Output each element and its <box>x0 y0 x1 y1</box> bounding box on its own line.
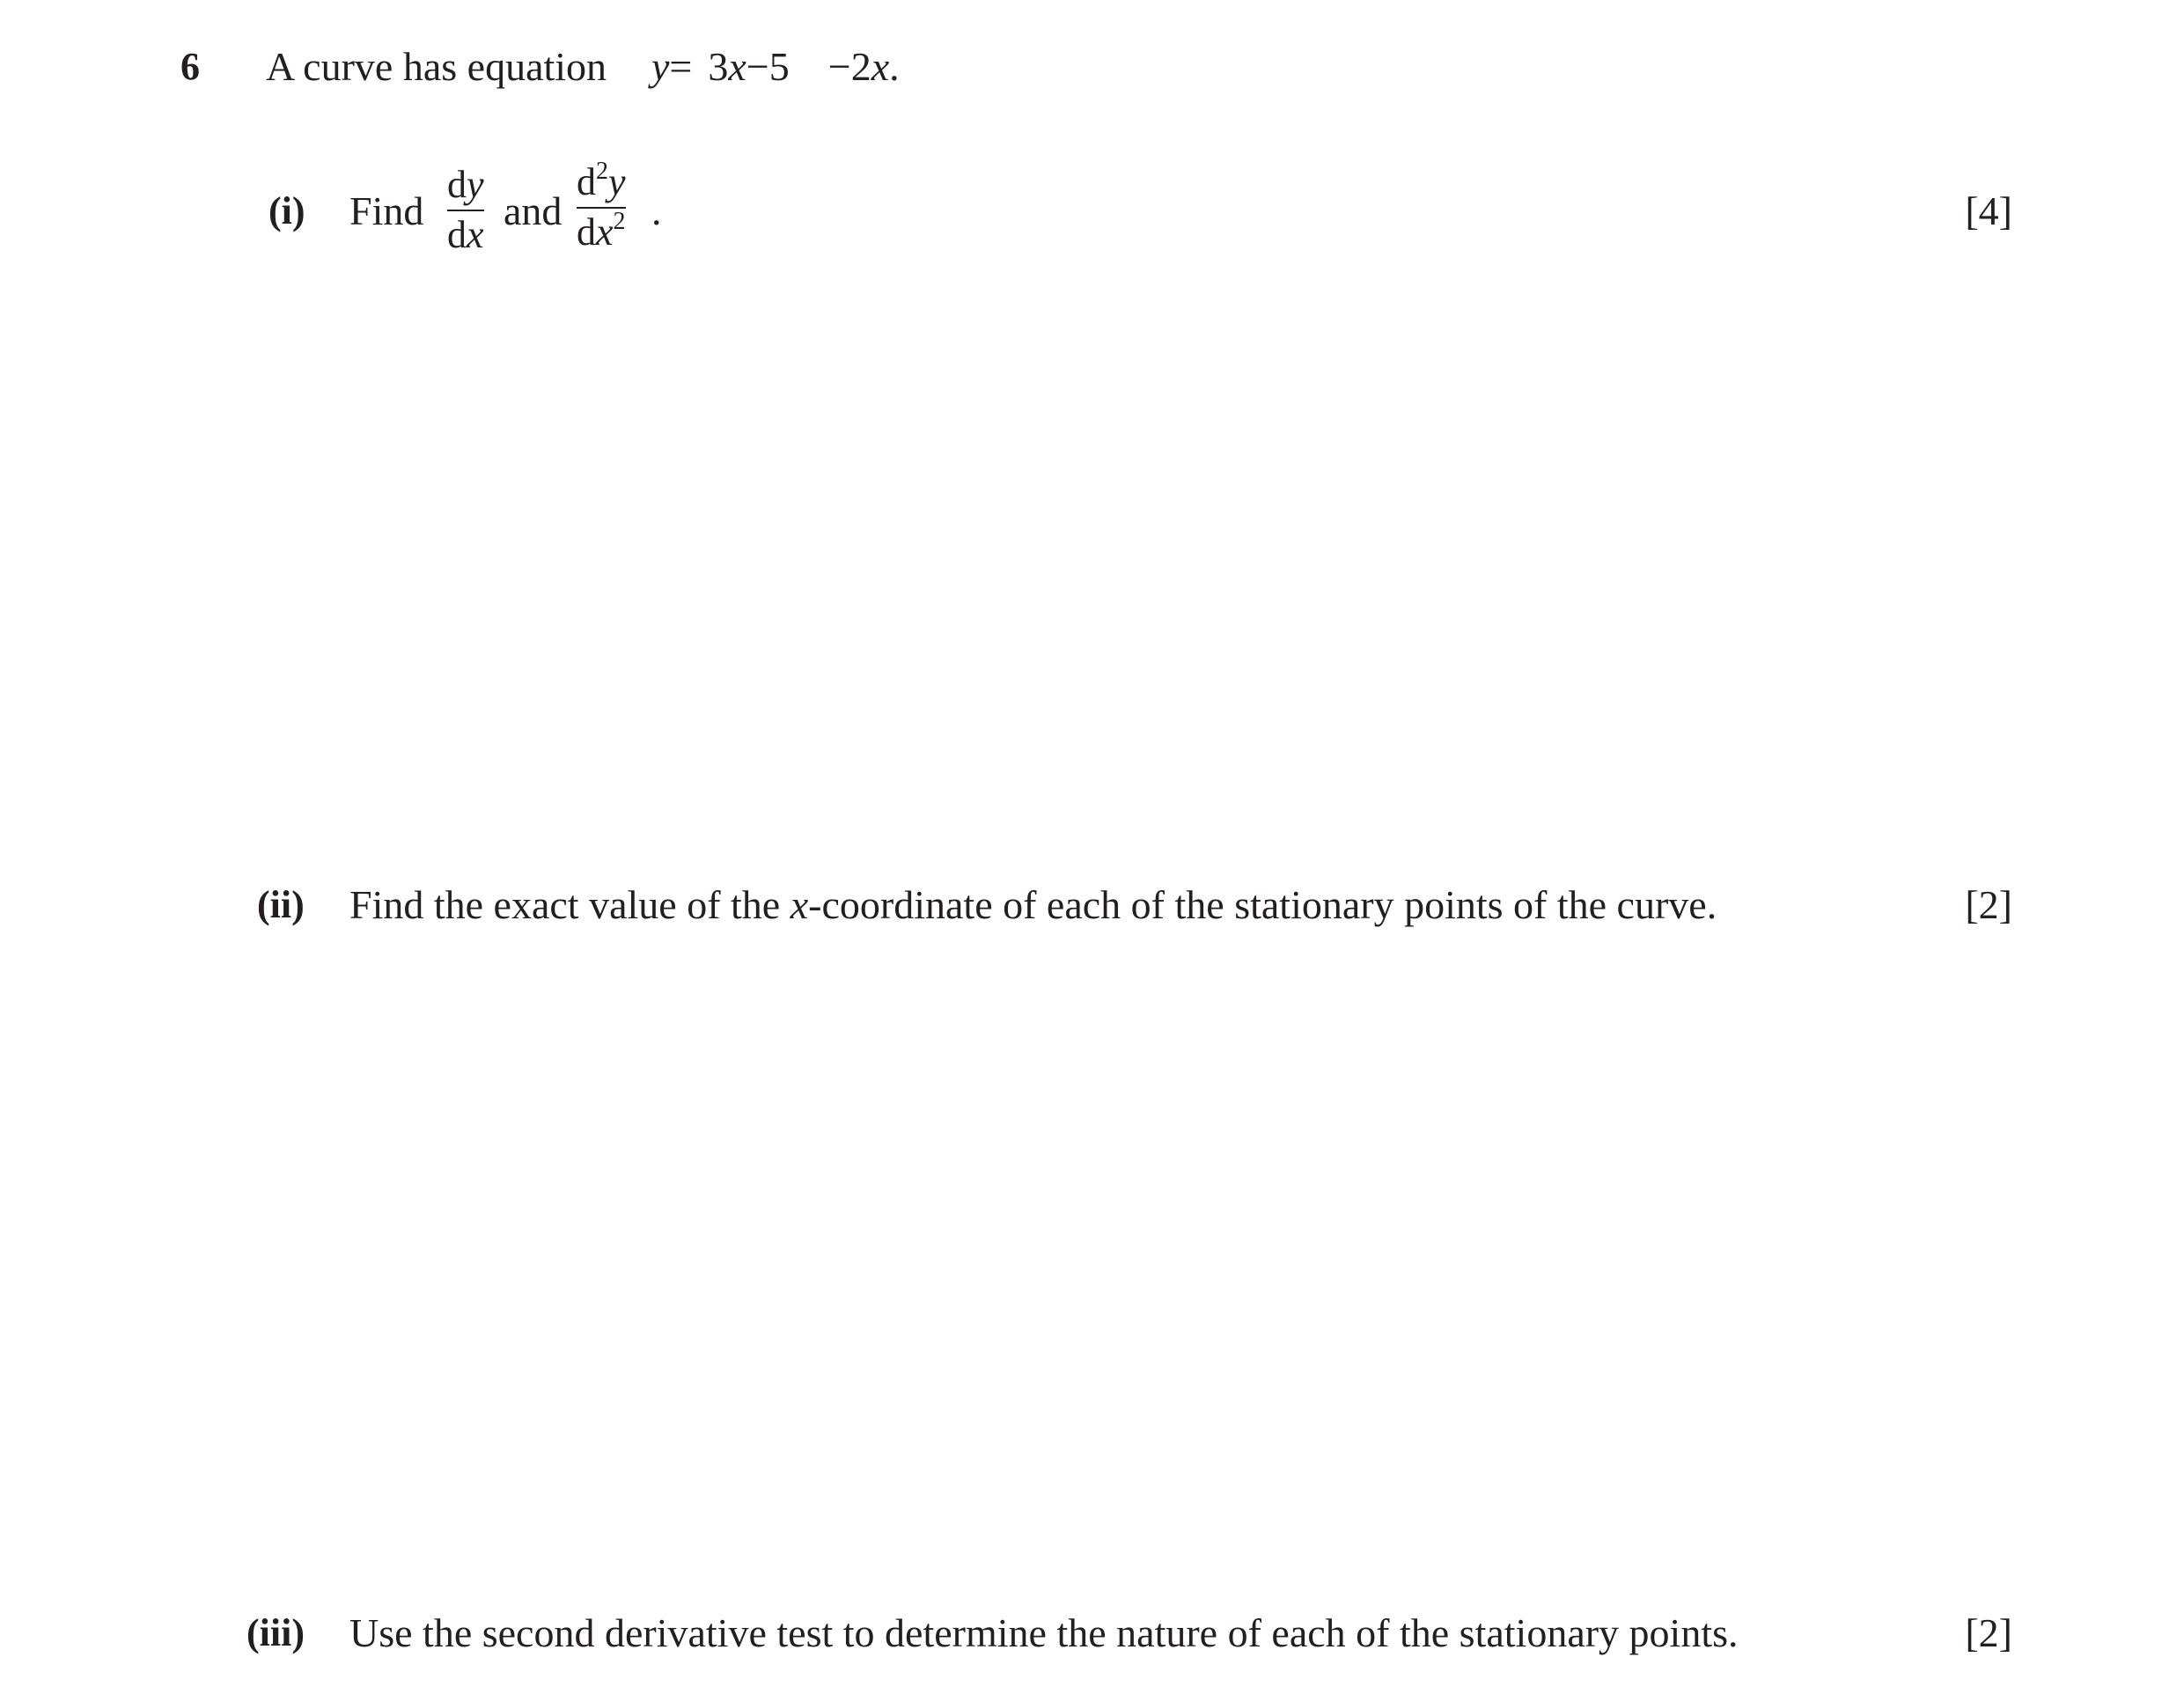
part-i-text: Find <box>349 188 424 233</box>
eq-term1-const: 5 <box>768 44 790 89</box>
part-i-connector: and <box>504 188 563 233</box>
curve-equation <box>651 41 900 93</box>
eq-term1-coef: 3 <box>708 44 729 89</box>
part-iii-text: Use the second derivative test to determine the nature of each of the stationary points. <box>349 1610 1739 1655</box>
part-iii-marks: [2] <box>1965 1610 2012 1655</box>
d2y-dx2-numerator: $d^2y$ <box>577 158 626 203</box>
part-i-period: . <box>651 188 662 233</box>
dy-dx-numerator: dy <box>447 163 484 206</box>
eq-minus2: − <box>827 44 851 89</box>
part-i-marks: [4] <box>1965 188 2012 233</box>
part-i-label: (i) <box>268 189 305 232</box>
d2y-dx2-denominator: $dx^2$ <box>577 208 626 254</box>
eq-term2-var: x <box>871 44 890 89</box>
eq-term2-coef: 2 <box>850 44 871 89</box>
fraction-bar <box>447 210 484 211</box>
question-stem: A curve has equation <box>266 44 607 89</box>
question-number: 6 <box>180 45 200 88</box>
part-ii-marks: [2] <box>1965 882 2012 927</box>
eq-equals: = <box>669 44 693 89</box>
part-ii-label: (ii) <box>257 883 305 926</box>
eq-period: . <box>889 44 900 89</box>
part-ii-text: Find the exact value of the x-coordinate of each of the stationary points of the curve. <box>349 882 1717 927</box>
eq-term1-var: x <box>728 44 746 89</box>
part-iii-label: (iii) <box>246 1611 305 1654</box>
d2y-dx2-fraction <box>577 160 626 254</box>
eq-minus1: − <box>746 44 769 89</box>
dy-dx-fraction <box>447 163 484 257</box>
dy-dx-denominator: dx <box>447 213 484 256</box>
eq-lhs: y <box>651 44 670 89</box>
